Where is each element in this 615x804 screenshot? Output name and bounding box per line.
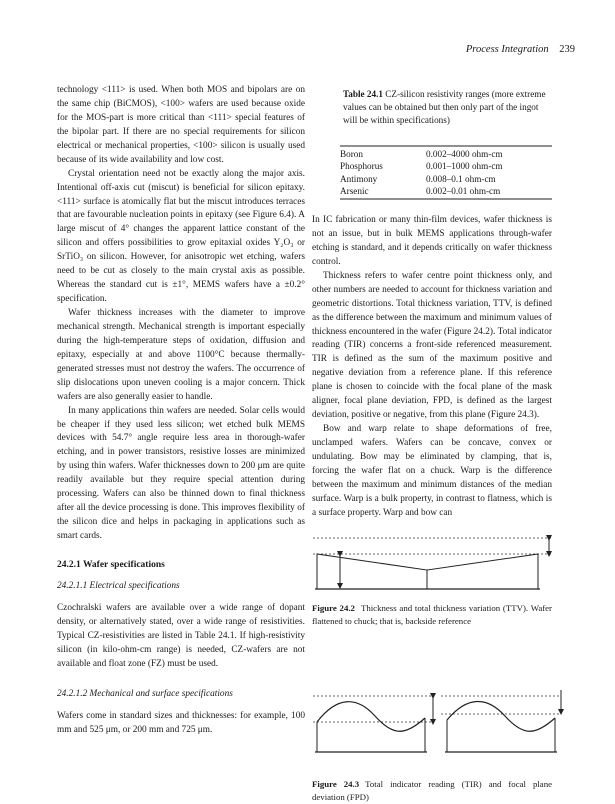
figure-caption-text: Total indicator reading (TIR) and focal plane deviation (FPD) [312, 779, 552, 802]
range-cell: 0.002–4000 ohm-cm [426, 149, 503, 159]
dopant-cell: Antimony [340, 173, 378, 184]
paragraph: Crystal orientation need not be exactly along the major axis. Intentional off-axis cut (miscut) is beneficial for silicon epitaxy. <111> surface is atomically flat but the miscut introduces terraces that are favourable nucleation points in epitaxy (see Figure 6.4). A large miscut of 4° changes the apparent lattice constant of the silicon and offers possibilities to grow epitaxial oxides Y₂O₃ or SrTiO₃ on silicon. However, for anisotropic wet etching, wafers need to be cut as closely to the main crystal axis as possible. Whereas the standard cut is ±1°, MEMS wafers have a ±0.2° specification. [57, 168, 305, 305]
figure-24-2-caption [312, 602, 552, 628]
resistivity-table [340, 148, 552, 198]
running-header [466, 44, 575, 55]
range-cell: 0.001–1000 ohm-cm [426, 161, 503, 172]
paragraph: Bow and warp relate to shape deformations of free, unclamped wafers. Wafers can be concave, convex or undulating. Bow may be eliminated by clamping, that is, forcing the wafer flat on a chuck. Warp is the difference between the maximum and minimum distances of the median surface. Warp is a bulk property, in contrast to flatness, which is a surface property. Warp and bow can [312, 424, 552, 518]
dopant-cell: Phosphorus [340, 161, 383, 172]
figure-caption-text: Thickness and total thickness variation (TTV). Wafer flattened to chuck; that is, backside reference [312, 603, 552, 626]
wafer-surface [447, 701, 555, 731]
paragraph: Wafers come in standard sizes and thicknesses: for example, 100 mm and 525 μm, or 200 mm and 725 μm. [57, 710, 305, 735]
table-row [340, 148, 552, 160]
table-caption [343, 88, 549, 127]
table-row [340, 160, 552, 172]
right-column [312, 214, 552, 521]
wafer-surface [317, 702, 425, 732]
paragraph: Wafer thickness increases with the diameter to improve mechanical strength. Mechanical strength is important especially during the high-temperature steps of oxidation, diffusion and epitaxy, especially at and above 1100°C because thermally-generated stresses must not destroy the wafers. The occurrence of slip dislocations upon uneven cooling is a major concern. Thick wafers are also generally easier to handle. [57, 308, 305, 402]
dopant-cell: Boron [340, 149, 363, 159]
left-column [57, 84, 305, 738]
paragraph: In IC fabrication or many thin-film devices, wafer thickness is not an issue, but in bulk MEMS applications through-wafer etching is standard, and it depends critically on wafer thickness control. [312, 215, 552, 267]
paragraph: In many applications thin wafers are needed. Solar cells would be cheaper if they used less silicon; wet etched bulk MEMS devices with 54.7° angle require less area in thorough-wafer etching, and in power transistors, resistive losses are minimized by using thin wafers. Wafer thicknesses down to 200 μm are quite readily available but they require special attention during processing. Wafers can also be thinned down to final thickness after all the device processing is done. This improves flexibility of the silicon dice and helps in packaging in applications such as smart cards. [57, 405, 305, 541]
dopant-cell: Arsenic [340, 186, 369, 197]
wafer-right [427, 554, 538, 589]
subsection-heading: 24.2.1.1 Electrical specifications [57, 581, 180, 592]
section-heading: 24.2.1 Wafer specifications [57, 559, 165, 570]
table-row [340, 185, 552, 197]
subsection-heading: 24.2.1.2 Mechanical and surface specifications [57, 688, 233, 699]
wafer-left [317, 554, 427, 589]
range-cell: 0.008–0.1 ohm-cm [426, 173, 496, 184]
figure-label: Figure 24.3 [312, 779, 360, 789]
page-number: 239 [559, 44, 575, 55]
paragraph: technology <111> is used. When both MOS and bipolars are on the same chip (BiCMOS), <100> wafers are used because oxide for the MOS-part is more critical than <111> special features of the bipolar part. If there are no special requirements for silicon electrical or mechanical properties, <100> silicon is usually used because of its wide availability and low cost. [57, 85, 305, 165]
paragraph: Czochralski wafers are available over a wide range of dopant density, or alternatively stated, over a wide range of resistivities. Typical CZ-resistivities are listed in Table 24.1. If high-resistivity silicon (in kilo-ohm-cm range) is needed, CZ-wafers are not available and float zone (FZ) must be used. [57, 603, 305, 669]
section-title: Process Integration [465, 44, 549, 55]
table-row [340, 173, 552, 185]
figure-24-3-diagram [305, 690, 565, 770]
table-caption-text: CZ-silicon resistivity ranges (more extreme values can be obtained but then only part of the ingot will be within specifications) [343, 89, 546, 125]
range-cell: 0.002–0.01 ohm-cm [426, 186, 501, 197]
figure-label: Figure 24.2 [312, 603, 355, 613]
figure-24-2-diagram [305, 518, 565, 602]
table-label: Table 24.1 [343, 89, 383, 99]
paragraph: Thickness refers to wafer centre point thickness only, and other numbers are needed to account for thickness variation and geometric distortions. Total thickness variation, TTV, is defined as the difference between the maximum and minimum values of thickness encountered in the wafer (Figure 24.2). Total indicator reading (TIR) concerns a front-side referenced measurement. TIR is defined as the sum of the maximum positive and negative deviation from a reference plane. If this reference plane is chosen to coincide with the focal plane of the mask aligner, focal plane deviation, FPD, is defined as the largest deviation, positive or negative, from this plane (Figure 24.3). [312, 270, 552, 421]
